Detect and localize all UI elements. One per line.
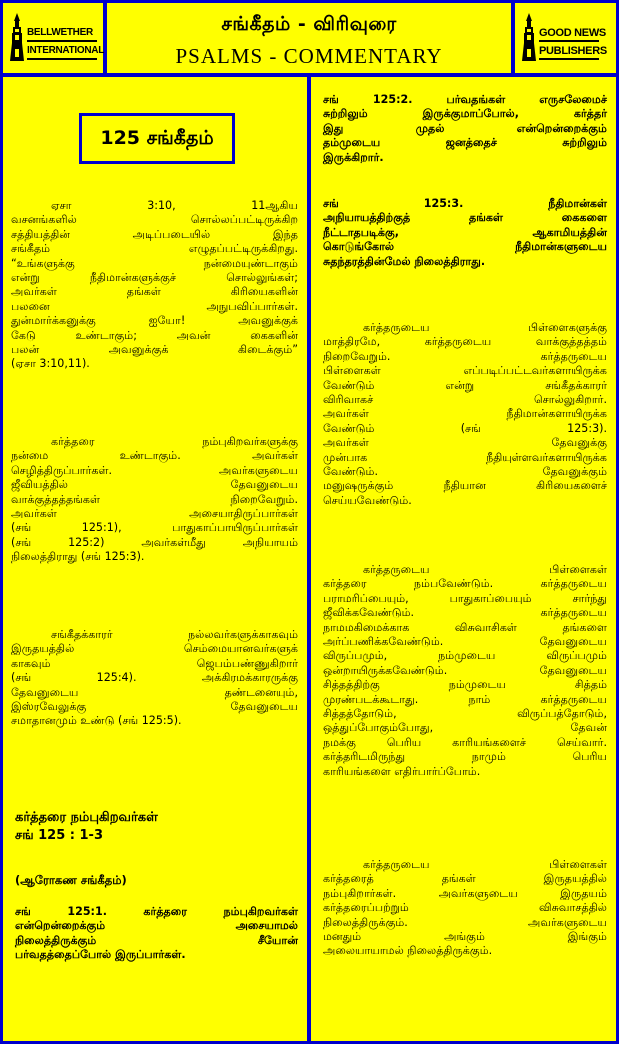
text-line: முன்பாக நீதியுள்ளவர்களாயிருக்க bbox=[323, 450, 607, 464]
text-line: அவர்கள் நீதிமான்களாயிருக்க bbox=[323, 407, 607, 421]
text-line: செய்யவேண்டும். bbox=[323, 493, 412, 507]
text-line: ஜீவிக்கவேண்டும். கர்த்தருடைய bbox=[323, 606, 607, 620]
text-line: நிலைத்திருக்கும். அவர்களுடைய bbox=[323, 915, 607, 929]
text-line: மனதும் அங்கும் இங்கும் bbox=[323, 930, 607, 944]
logo-underline bbox=[539, 40, 599, 42]
text-line: நாமமகிமைக்காக விசுவாசிகள் தங்களை bbox=[323, 620, 607, 634]
text-line: (சங் 125:4). அக்கிரமக்காரருக்கு bbox=[11, 671, 298, 685]
text-line: இஸ்ரவேலுக்கு தேவனுடைய bbox=[11, 700, 298, 714]
text-line: சமாதானமும் உண்டு (சங் 125:5). bbox=[11, 714, 182, 728]
logo-line-1: GOOD NEWS bbox=[539, 27, 606, 39]
text-line: இருக்கிறார். bbox=[323, 150, 384, 164]
text-line: பிள்ளைகள் எப்படிப்பட்டவர்களாயிருக்க bbox=[323, 364, 607, 378]
text-line: துன்மார்க்கனுக்கு ஐயோ! அவனுக்குக் bbox=[11, 314, 298, 328]
text-line: நிறைவேறும். கர்த்தருடைய bbox=[323, 349, 607, 363]
text-line: தேவனுடைய தண்டனையும், bbox=[11, 685, 298, 699]
text-line: கர்த்தருடைய பிள்ளைகள் bbox=[363, 563, 607, 576]
text-line: (ஏசா 3:10,11). bbox=[11, 357, 90, 371]
text-line: பலன் அவனுக்குக் கிடைக்கும்” bbox=[11, 343, 298, 357]
bell-tower-icon bbox=[521, 13, 537, 61]
text-line: ஒத்துப்போகும்போது, தேவன் bbox=[323, 721, 607, 735]
text-line: என்றென்றைக்கும் அசையாமல் bbox=[15, 919, 298, 933]
text-line: மாத்திரமே, கர்த்தருடைய வாக்குத்தத்தம் bbox=[323, 335, 607, 349]
page-header bbox=[107, 3, 511, 73]
text-line: சுற்றிலும் இருக்குமாப்போல், கர்த்தர் bbox=[323, 107, 607, 121]
bell-tower-icon bbox=[9, 13, 25, 61]
psalm-number-box: 125 சங்கீதம் bbox=[79, 113, 235, 164]
logo-underline bbox=[27, 58, 97, 60]
text-line: சங் 125:3. நீதிமான்கள் bbox=[323, 197, 607, 210]
logo-line-1: BELLWETHER bbox=[27, 27, 93, 38]
text-line: சுதந்தரத்தின்மேல் நிலைத்திராது. bbox=[323, 254, 486, 268]
text-line: வசனங்களில் சொல்லப்பட்டிருக்கிற bbox=[11, 213, 298, 227]
text-line: வேண்டும். தேவனுக்கும் bbox=[323, 465, 607, 479]
text-line: கர்த்தரிடமிருந்து நாமும் பெரிய bbox=[323, 750, 607, 764]
text-line: நன்மை உண்டாகும். அவர்கள் bbox=[11, 449, 298, 463]
text-line: தம்முடைய ஜனத்தைச் சுற்றிலும் bbox=[323, 136, 607, 150]
page-title-english: PSALMS - COMMENTARY bbox=[175, 44, 443, 68]
text-line: பர்வதத்தைப்போல் இருப்பார்கள். bbox=[15, 948, 186, 962]
text-line: நிலைத்திராது (சங் 125:3). bbox=[11, 550, 145, 564]
paragraph-heart bbox=[323, 858, 607, 959]
verse-125-1 bbox=[15, 905, 298, 963]
text-line: சித்தத்தோடும், விருப்பத்தோடும், bbox=[323, 707, 607, 721]
section-heading: கர்த்தரை நம்புகிறவர்கள் bbox=[15, 810, 158, 825]
text-line: வேண்டும் (சங் 125:3). bbox=[323, 421, 607, 435]
text-line: கர்த்தருடைய பிள்ளைகளுக்கு bbox=[363, 321, 607, 334]
left-column bbox=[3, 77, 307, 1041]
publisher-logo-right bbox=[515, 3, 616, 73]
text-line: அவர்கள் தேவனுக்கு bbox=[323, 436, 607, 450]
text-line: அவர்கள் அசையாதிருப்பார்கள் bbox=[11, 507, 298, 521]
page-title-tamil: சங்கீதம் - விரிவுரை bbox=[221, 13, 397, 35]
text-line: மனுஷருக்கும் நீதியான கிரியைகளைச் bbox=[323, 479, 607, 493]
text-line: அர்ப்பணிக்கவேண்டும். தேவனுடைய bbox=[323, 635, 607, 649]
text-line: “உங்களுக்கு நன்மையுண்டாகும் bbox=[11, 256, 298, 270]
logo-line-2: PUBLISHERS bbox=[539, 45, 607, 57]
text-line: நமக்கு பெரிய காரியங்களைச் செய்வார். bbox=[323, 735, 607, 749]
section-subheading: (ஆரோகண சங்கீதம்) bbox=[15, 873, 127, 887]
text-line: கர்த்தரைத் தங்கள் இருதயத்தில் bbox=[323, 872, 607, 886]
paragraph-trust-lord bbox=[323, 563, 607, 779]
text-line: நீட்டாதபடிக்கு, ஆகாமியத்தின் bbox=[323, 225, 607, 239]
text-line: கர்த்தரைப்பற்றும் விசுவாசத்தில் bbox=[323, 901, 607, 915]
text-line: வேண்டும் என்று சங்கீதக்காரர் bbox=[323, 378, 607, 392]
paragraph-psalmist bbox=[11, 628, 298, 729]
publisher-logo-left bbox=[3, 3, 103, 73]
text-line: இது முதல் என்றென்றைக்கும் bbox=[323, 121, 607, 135]
text-line: ஏசா 3:10, 11ஆகிய bbox=[51, 199, 298, 212]
text-line: நிலைத்திருக்கும் சீயோன் bbox=[15, 933, 298, 947]
text-line: இருதயத்தில் செம்மையானவர்களுக் bbox=[11, 642, 298, 656]
section-reference: சங் 125 : 1-3 bbox=[15, 828, 103, 843]
text-line: கர்த்தரை நம்புகிறவர்களுக்கு bbox=[51, 435, 298, 448]
text-line: காரியங்களை எதிர்பார்ப்போம். bbox=[323, 764, 481, 778]
text-line: அநியாயத்திற்குத் தங்கள் கைகளை bbox=[323, 211, 607, 225]
text-line: கேடு உண்டாகும்; அவன் கைகளின் bbox=[11, 328, 298, 342]
bellwether-logo bbox=[9, 13, 105, 63]
verse-125-2 bbox=[323, 93, 607, 165]
paragraph-trust bbox=[11, 435, 298, 565]
text-line: பராமரிப்பையும், பாதுகாப்பையும் சார்ந்து bbox=[323, 591, 607, 605]
text-line: ஜீவியத்தில் தேவனுடைய bbox=[11, 478, 298, 492]
text-line: (சங் 125:2) அவர்கள்மீது அநியாயம் bbox=[11, 535, 298, 549]
text-line: வாக்குத்தத்தங்கள் நிறைவேறும். bbox=[11, 492, 298, 506]
verse-125-3 bbox=[323, 197, 607, 269]
text-line: செழித்திருப்பார்கள். அவர்களுடைய bbox=[11, 463, 298, 477]
text-line: நம்புகிறார்கள். அவர்களுடைய இருதயம் bbox=[323, 886, 607, 900]
logo-underline bbox=[539, 58, 599, 60]
right-column bbox=[311, 77, 616, 1041]
text-line: கர்த்தருடைய பிள்ளைகள் bbox=[363, 858, 607, 871]
text-line: விரிவாகச் சொல்லுகிறார். bbox=[323, 393, 607, 407]
text-line: சித்தத்திற்கு நம்முடைய சித்தம் bbox=[323, 678, 607, 692]
text-line: அவர்கள் தங்கள் கிரியைகளின் bbox=[11, 285, 298, 299]
text-line: சங்கீதம் எழுதப்பட்டிருக்கிறது. bbox=[11, 242, 298, 256]
text-line: முரண்படக்கூடாது. நாம் கர்த்தருடைய bbox=[323, 692, 607, 706]
text-line: சத்தியத்தின் அடிப்படையில் இந்த bbox=[11, 227, 298, 241]
intro-paragraph bbox=[11, 199, 298, 372]
text-line: பலனை அநுபவிப்பார்கள். bbox=[11, 299, 298, 313]
logo-line-2: INTERNATIONAL bbox=[27, 45, 105, 56]
text-line: ஒன்றாயிருக்கவேண்டும். தேவனுடைய bbox=[323, 663, 607, 677]
text-line: என்று நீதிமான்களுக்குச் சொல்லுங்கள்; bbox=[11, 271, 298, 285]
text-line: காகவும் ஜெபம்பண்ணுகிறார் bbox=[11, 656, 298, 670]
text-line: விருப்பமும், நம்முடைய விருப்பமும் bbox=[323, 649, 607, 663]
text-line: (சங் 125:1), பாதுகாப்பாயிருப்பார்கள் bbox=[11, 521, 298, 535]
text-line: சங் 125:1. கர்த்தரை நம்புகிறவர்கள் bbox=[15, 905, 298, 918]
paragraph-children bbox=[323, 321, 607, 508]
text-line: கொடுங்கோல் நீதிமான்களுடைய bbox=[323, 240, 607, 254]
text-line: சங் 125:2. பர்வதங்கள் எருசலேமைச் bbox=[323, 93, 607, 106]
logo-underline bbox=[27, 40, 97, 42]
good-news-logo bbox=[521, 13, 611, 63]
text-line: சங்கீதக்காரர் நல்லவர்களுக்காகவும் bbox=[51, 628, 298, 641]
text-line: அலையாயாமல் நிலைத்திருக்கும். bbox=[323, 944, 493, 958]
text-line: கர்த்தரை நம்பவேண்டும். கர்த்தருடைய bbox=[323, 577, 607, 591]
